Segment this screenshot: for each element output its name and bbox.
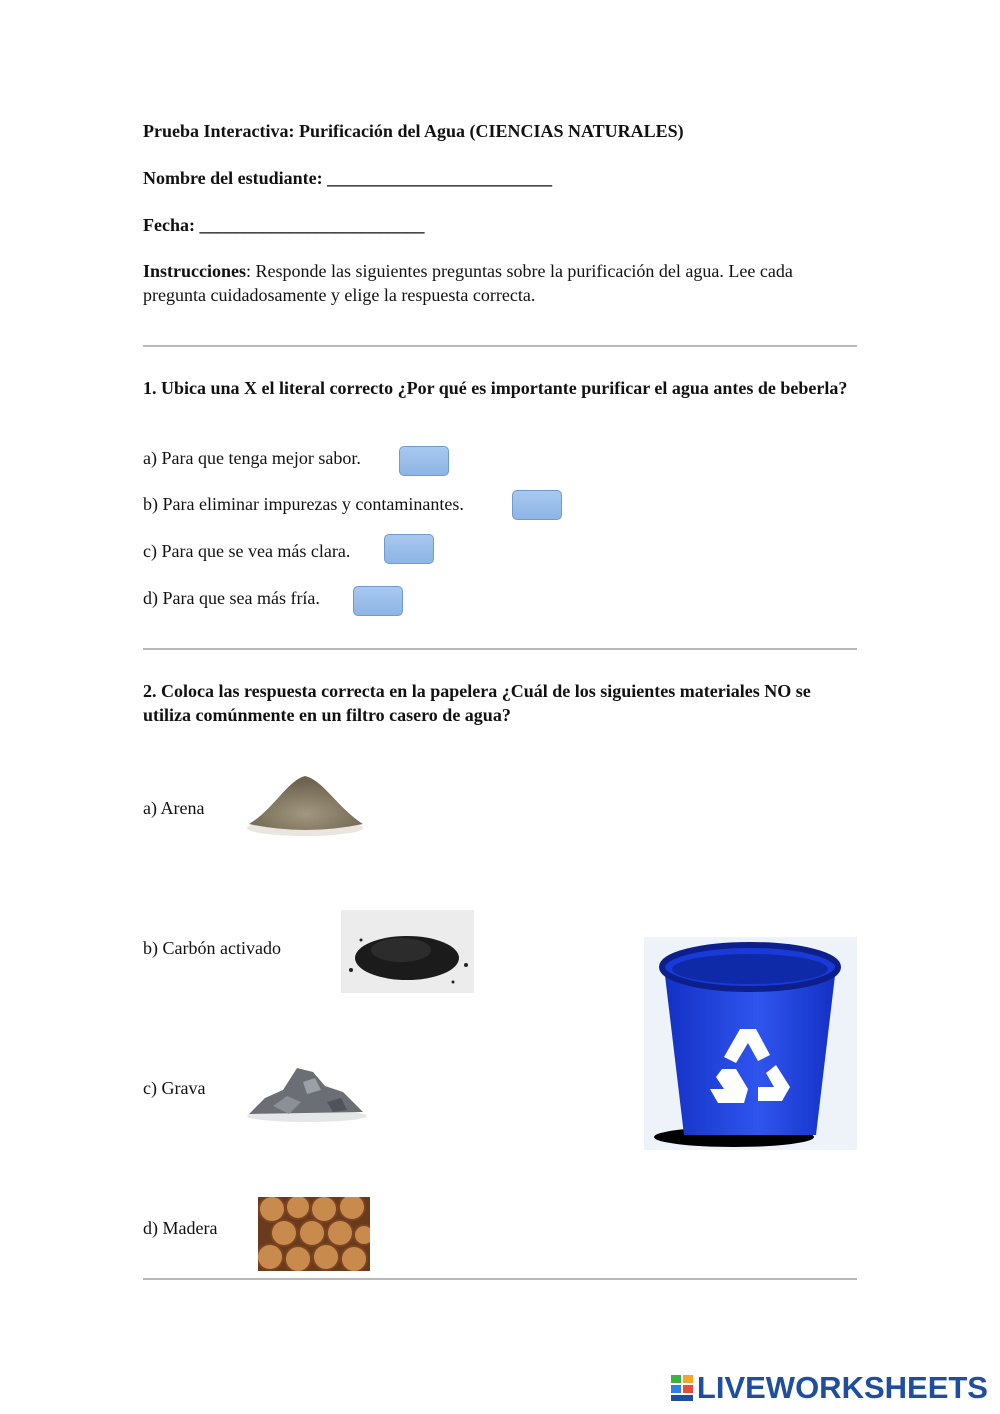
q2-option-c: c) Grava xyxy=(143,1078,206,1098)
gravel-image[interactable] xyxy=(243,1062,371,1124)
liveworksheets-brand: LIVEWORKSHEETS xyxy=(696,1370,988,1405)
recycle-bin-icon xyxy=(644,937,857,1150)
recycle-bin-drop-target[interactable] xyxy=(644,937,857,1150)
q1-answer-box-a[interactable] xyxy=(399,446,449,476)
q1-answer-box-c[interactable] xyxy=(384,534,434,564)
student-name-line xyxy=(143,166,552,190)
divider xyxy=(143,1278,857,1280)
q1-option-c: c) Para que se vea más clara. xyxy=(143,541,351,561)
divider xyxy=(143,648,857,650)
instructions-label: Instrucciones xyxy=(143,261,246,281)
sand-image[interactable] xyxy=(243,770,368,842)
q2-option-a: a) Arena xyxy=(143,798,205,818)
activated-carbon-image[interactable] xyxy=(341,910,474,993)
question-1: 1. Ubica una X el literal correcto ¿Por qué es importante purificar el agua antes de beberla? xyxy=(143,378,848,398)
liveworksheets-mark-icon xyxy=(669,1373,697,1403)
question-2: 2. Coloca las respuesta correcta en la papelera ¿Cuál de los siguientes materiales NO se utiliza comúnmente en un filtro casero de agua? xyxy=(143,681,811,725)
divider xyxy=(143,345,857,347)
q1-option-a: a) Para que tenga mejor sabor. xyxy=(143,448,361,468)
liveworksheets-logo xyxy=(669,1370,988,1406)
q2-option-d: d) Madera xyxy=(143,1218,218,1238)
q1-option-d: d) Para que sea más fría. xyxy=(143,588,320,608)
student-name-label: Nombre del estudiante: xyxy=(143,168,323,188)
q1-answer-box-d[interactable] xyxy=(353,586,403,616)
instructions xyxy=(143,259,857,307)
student-name-blank[interactable]: _________________________ xyxy=(327,168,553,188)
date-blank[interactable]: _________________________ xyxy=(199,215,425,235)
date-label: Fecha: xyxy=(143,215,195,235)
q1-option-b: b) Para eliminar impurezas y contaminantes. xyxy=(143,494,464,514)
page-title: Prueba Interactiva: Purificación del Agua (CIENCIAS NATURALES) xyxy=(143,121,684,141)
q1-answer-box-b[interactable] xyxy=(512,490,562,520)
q2-option-b: b) Carbón activado xyxy=(143,938,281,958)
wood-image[interactable] xyxy=(258,1197,370,1271)
instructions-text: : Responde las siguientes preguntas sobre la purificación del agua. Lee cada pregunta cuidadosamente y elige la respuesta correcta. xyxy=(143,261,793,305)
date-line xyxy=(143,213,424,237)
